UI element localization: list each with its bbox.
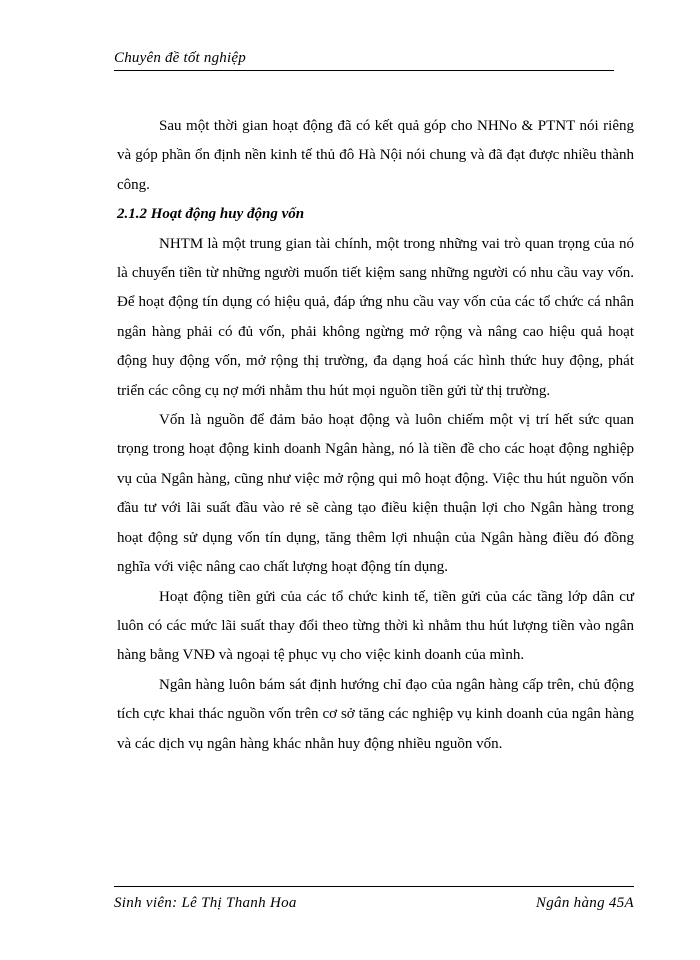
header-title: Chuyên đề tốt nghiệp — [114, 50, 246, 66]
page-header — [114, 48, 614, 71]
paragraph-strategy: Ngân hàng luôn bám sát định hướng chỉ đạo của ngân hàng cấp trên, chủ động tích cực khai thác nguồn vốn trên cơ sở tăng các nghiệp vụ kinh doanh của ngân hàng và các dịch vụ ngân hàng khác nhằn huy động nhiều nguồn vốn. — [117, 676, 634, 752]
paragraph-deposits: Hoạt động tiền gửi của các tổ chức kinh tế, tiền gửi của các tầng lớp dân cư luôn có các mức lãi suất thay đổi theo từng thời kì nhằm thu hút lượng tiền vào ngân hàng bằng VNĐ và ngoại tệ phục vụ cho việc kinh doanh của mình. — [117, 588, 634, 664]
paragraph-intro: Sau một thời gian hoạt động đã có kết quả góp cho NHNo & PTNT nói riêng và góp phần ổn định nền kinh tế thủ đô Hà Nội nói chung và đã đạt được nhiều thành công. — [117, 118, 634, 193]
paragraph-nhtm: NHTM là một trung gian tài chính, một trong những vai trò quan trọng của nó là chuyển tiền từ những người muốn tiết kiệm sang những người có nhu cầu vay vốn. Để hoạt động tín dụng có hiệu quả, đáp ứng nhu cầu vay vốn của các tổ chức cá nhân ngân hàng phải có đủ vốn, phải không ngừng mở rộng và nâng cao hiệu quả hoạt động huy động vốn, mở rộng thị trường, đa dạng hoá các hình thức huy động, phát triển các công cụ nợ mới nhằm thu hút mọi nguồn tiền gửi từ thị trường. — [117, 235, 634, 399]
footer-student: Sinh viên: Lê Thị Thanh Hoa — [114, 895, 297, 911]
footer-class: Ngân hàng 45A — [535, 895, 634, 911]
paragraph-capital: Vốn là nguồn để đảm bảo hoạt động và luôn chiếm một vị trí hết sức quan trọng trong hoạt động kinh doanh Ngân hàng, nó là tiền đề cho các hoạt động nghiệp vụ của Ngân hàng, cũng như việc mở rộng qui mô hoạt động. Việc thu hút nguồn vốn đầu tư với lãi suất đầu vào rẻ sẽ càng tạo điều kiện thuận lợi cho Ngân hàng trong hoạt động sử dụng vốn tín dụng, tăng thêm lợi nhuận của Ngân hàng điều đó đồng nghĩa với việc nâng cao chất lượng hoạt động tín dụng. — [117, 412, 634, 576]
section-heading: 2.1.2 Hoạt động huy động vốn — [117, 206, 305, 223]
page-footer — [114, 886, 634, 913]
document-body — [117, 112, 634, 759]
